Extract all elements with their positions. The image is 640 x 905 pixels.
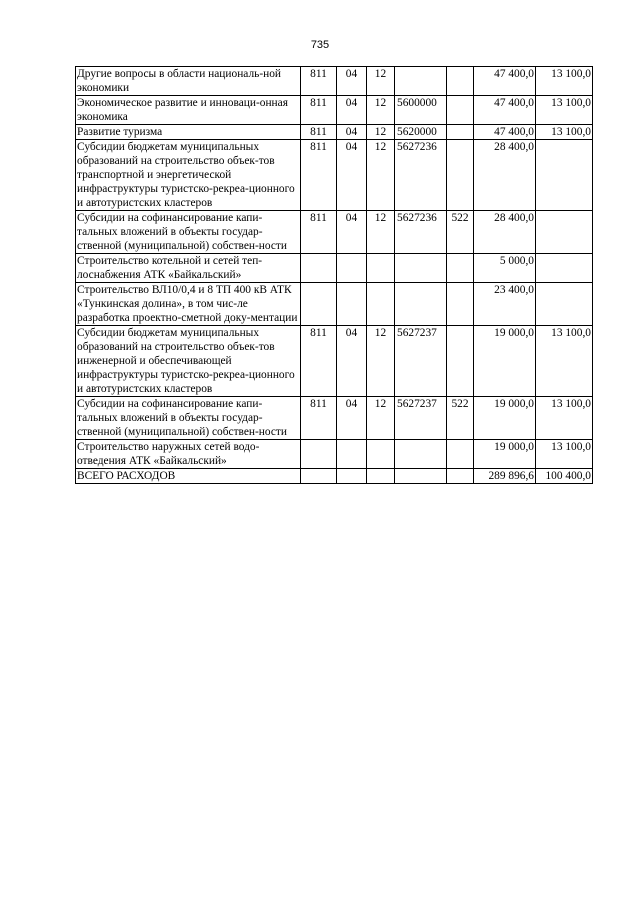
target-article-cell: 5627236 [395, 140, 447, 211]
row-name-cell: Другие вопросы в области националь-ной экономики [76, 67, 301, 96]
table-row [76, 254, 593, 283]
section-code-cell: 04 [337, 140, 367, 211]
table-row [76, 125, 593, 140]
row-name-cell: Строительство котельной и сетей теп-лоснабжения АТК «Байкальский» [76, 254, 301, 283]
amount-first-cell: 5 000,0 [474, 254, 536, 283]
expense-type-cell [447, 96, 474, 125]
table-row [76, 283, 593, 326]
amount-first-cell: 47 400,0 [474, 67, 536, 96]
ministry-code-cell: 811 [301, 211, 337, 254]
section-code-cell [337, 254, 367, 283]
subsection-code-cell: 12 [367, 125, 395, 140]
target-article-cell: 5600000 [395, 96, 447, 125]
section-code-cell [337, 440, 367, 469]
section-code-cell [337, 469, 367, 484]
amount-first-cell: 19 000,0 [474, 326, 536, 397]
target-article-cell: 5627236 [395, 211, 447, 254]
target-article-cell: 5627237 [395, 326, 447, 397]
target-article-cell [395, 440, 447, 469]
expense-type-cell [447, 67, 474, 96]
section-code-cell: 04 [337, 125, 367, 140]
target-article-cell: 5620000 [395, 125, 447, 140]
row-name-cell: Субсидии бюджетам муниципальных образований на строительство объек-тов инженерной и обеспечивающей инфраструктуры туристско-рекреа-ционного и автотуристских кластеров [76, 326, 301, 397]
amount-second-cell: 13 100,0 [536, 326, 593, 397]
ministry-code-cell [301, 254, 337, 283]
amount-first-cell: 28 400,0 [474, 211, 536, 254]
target-article-cell [395, 67, 447, 96]
ministry-code-cell: 811 [301, 397, 337, 440]
row-name-cell: Экономическое развитие и инноваци-онная экономика [76, 96, 301, 125]
target-article-cell [395, 469, 447, 484]
amount-second-cell [536, 140, 593, 211]
total-amount-second-cell: 100 400,0 [536, 469, 593, 484]
target-article-cell: 5627237 [395, 397, 447, 440]
expense-type-cell [447, 140, 474, 211]
target-article-cell [395, 254, 447, 283]
amount-first-cell: 28 400,0 [474, 140, 536, 211]
ministry-code-cell [301, 469, 337, 484]
ministry-code-cell: 811 [301, 125, 337, 140]
table-row [76, 211, 593, 254]
ministry-code-cell [301, 440, 337, 469]
table-row [76, 96, 593, 125]
row-name-cell: Строительство ВЛ10/0,4 и 8 ТП 400 кВ АТК «Тункинская долина», в том чис-ле разработка проектно-сметной доку-ментации [76, 283, 301, 326]
row-name-cell: Субсидии бюджетам муниципальных образований на строительство объек-тов транспортной и энергетической инфраструктуры туристско-рекреа-ционного и автотуристских кластеров [76, 140, 301, 211]
subsection-code-cell [367, 440, 395, 469]
expense-type-cell [447, 254, 474, 283]
table-row [76, 397, 593, 440]
total-amount-first-cell: 289 896,6 [474, 469, 536, 484]
table-row [76, 67, 593, 96]
subsection-code-cell: 12 [367, 96, 395, 125]
section-code-cell: 04 [337, 67, 367, 96]
expense-type-cell: 522 [447, 397, 474, 440]
amount-second-cell: 13 100,0 [536, 96, 593, 125]
amount-second-cell: 13 100,0 [536, 397, 593, 440]
ministry-code-cell: 811 [301, 96, 337, 125]
total-label-cell: ВСЕГО РАСХОДОВ [76, 469, 301, 484]
row-name-cell: Субсидии на софинансирование капи-тальных вложений в объекты государ-ственной (муниципальной) собствен-ности [76, 397, 301, 440]
expense-type-cell [447, 469, 474, 484]
row-name-cell: Развитие туризма [76, 125, 301, 140]
expense-type-cell [447, 125, 474, 140]
subsection-code-cell: 12 [367, 140, 395, 211]
budget-expenditure-table [75, 66, 593, 484]
section-code-cell: 04 [337, 326, 367, 397]
section-code-cell [337, 283, 367, 326]
ministry-code-cell: 811 [301, 326, 337, 397]
amount-first-cell: 19 000,0 [474, 440, 536, 469]
amount-second-cell: 13 100,0 [536, 125, 593, 140]
total-row [76, 469, 593, 484]
subsection-code-cell [367, 254, 395, 283]
expense-type-cell: 522 [447, 211, 474, 254]
subsection-code-cell: 12 [367, 397, 395, 440]
section-code-cell: 04 [337, 397, 367, 440]
table-row [76, 140, 593, 211]
amount-first-cell: 47 400,0 [474, 125, 536, 140]
ministry-code-cell: 811 [301, 67, 337, 96]
subsection-code-cell [367, 283, 395, 326]
subsection-code-cell: 12 [367, 211, 395, 254]
table-row [76, 440, 593, 469]
subsection-code-cell: 12 [367, 326, 395, 397]
row-name-cell: Строительство наружных сетей водо-отведения АТК «Байкальский» [76, 440, 301, 469]
page-number: 735 [310, 39, 330, 51]
amount-first-cell: 23 400,0 [474, 283, 536, 326]
amount-second-cell [536, 283, 593, 326]
amount-first-cell: 19 000,0 [474, 397, 536, 440]
amount-second-cell [536, 211, 593, 254]
section-code-cell: 04 [337, 96, 367, 125]
expense-type-cell [447, 283, 474, 326]
amount-first-cell: 47 400,0 [474, 96, 536, 125]
section-code-cell: 04 [337, 211, 367, 254]
subsection-code-cell [367, 469, 395, 484]
target-article-cell [395, 283, 447, 326]
expense-type-cell [447, 440, 474, 469]
ministry-code-cell [301, 283, 337, 326]
table-row [76, 326, 593, 397]
subsection-code-cell: 12 [367, 67, 395, 96]
amount-second-cell: 13 100,0 [536, 440, 593, 469]
amount-second-cell: 13 100,0 [536, 67, 593, 96]
expense-type-cell [447, 326, 474, 397]
row-name-cell: Субсидии на софинансирование капи-тальных вложений в объекты государ-ственной (муниципальной) собствен-ности [76, 211, 301, 254]
amount-second-cell [536, 254, 593, 283]
ministry-code-cell: 811 [301, 140, 337, 211]
